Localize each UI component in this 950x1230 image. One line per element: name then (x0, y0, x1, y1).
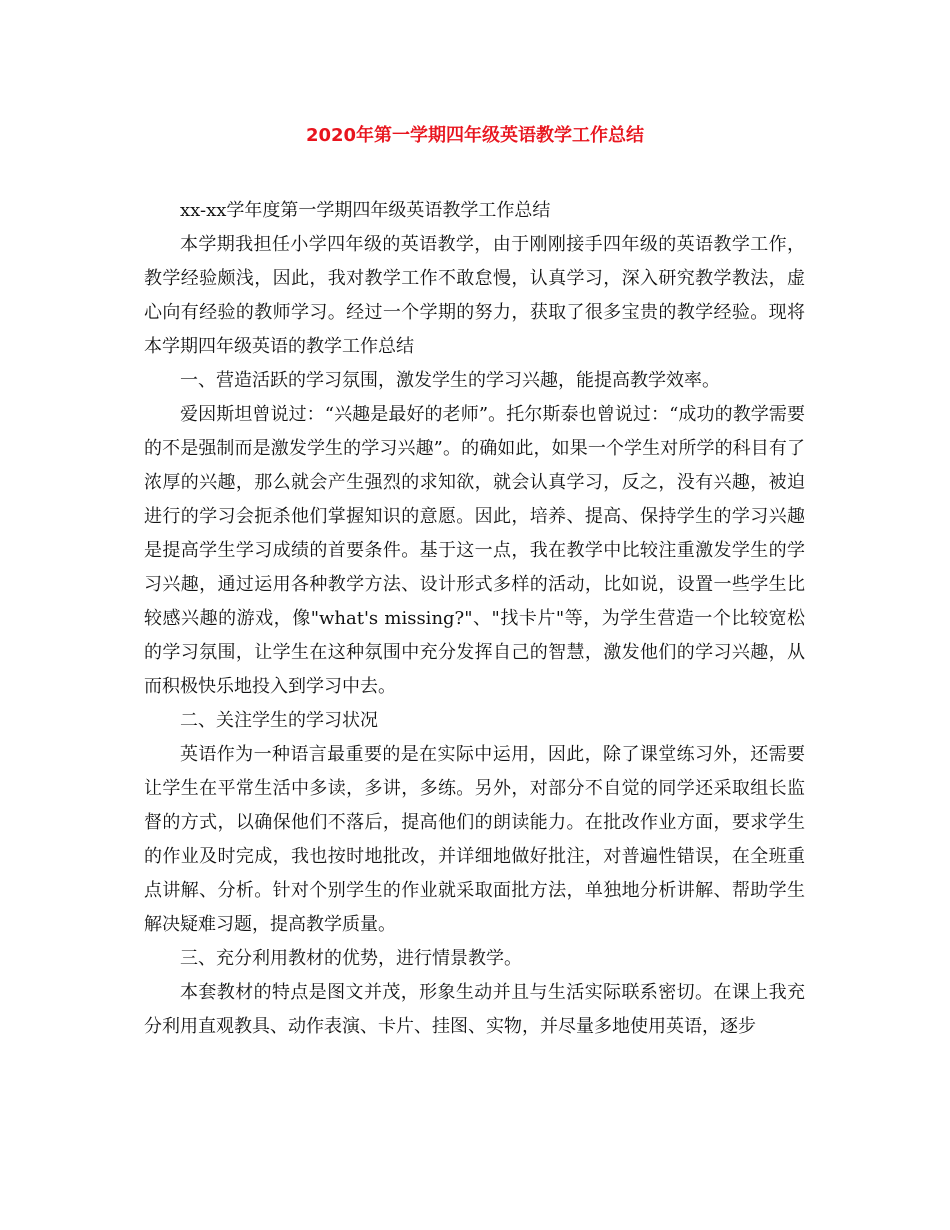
paragraph-section-2: 英语作为一种语言最重要的是在实际中运用，因此，除了课堂练习外，还需要让学生在平常生活中多读，多讲，多练。另外，对部分不自觉的同学还采取组长监督的方式，以确保他们不落后，提高他们的朗读能力。在批改作业方面，要求学生的作业及时完成，我也按时地批改，并详细地做好批注，对普遍性错误，在全班重点讲解、分析。针对个别学生的作业就采取面批方法，单独地分析讲解、帮助学生解决疑难习题，提高教学质量。 (144, 744, 805, 935)
section-heading-2: 二、关注学生的学习状况 (180, 710, 378, 731)
paragraph-section-3: 本套教材的特点是图文并茂，形象生动并且与生活实际联系密切。在课上我充分利用直观教具、动作表演、卡片、挂图、实物，并尽量多地使用英语，逐步 (144, 982, 805, 1037)
document-title: 2020年第一学期四年级英语教学工作总结 (305, 125, 645, 146)
section-heading-3: 三、充分利用教材的优势，进行情景教学。 (180, 948, 522, 969)
paragraph-intro: 本学期我担任小学四年级的英语教学，由于刚刚接手四年级的英语教学工作，教学经验颇浅，因此，我对教学工作不敢怠慢，认真学习，深入研究教学教法，虚心向有经验的教师学习。经过一个学期的努力，获取了很多宝贵的教学经验。现将本学期四年级英语的教学工作总结 (144, 234, 805, 357)
section-heading-1: 一、营造活跃的学习氛围，激发学生的学习兴趣，能提高教学效率。 (180, 370, 720, 391)
paragraph-subtitle: xx-xx学年度第一学期四年级英语教学工作总结 (180, 200, 551, 221)
document-body (144, 194, 805, 1044)
paragraph-section-1: 爱因斯坦曾说过：“兴趣是最好的老师”。托尔斯泰也曾说过：“成功的教学需要的不是强制而是激发学生的学习兴趣”。的确如此，如果一个学生对所学的科目有了浓厚的兴趣，那么就会产生强烈的求知欲，就会认真学习，反之，没有兴趣，被迫进行的学习会扼杀他们掌握知识的意愿。因此，培养、提高、保持学生的学习兴趣是提高学生学习成绩的首要条件。基于这一点，我在教学中比较注重激发学生的学习兴趣，通过运用各种教学方法、设计形式多样的活动，比如说，设置一些学生比较感兴趣的游戏，像"what's missing?"、"找卡片"等，为学生营造一个比较宽松的学习氛围，让学生在这种氛围中充分发挥自己的智慧，激发他们的学习兴趣，从而积极快乐地投入到学习中去。 (144, 404, 805, 697)
